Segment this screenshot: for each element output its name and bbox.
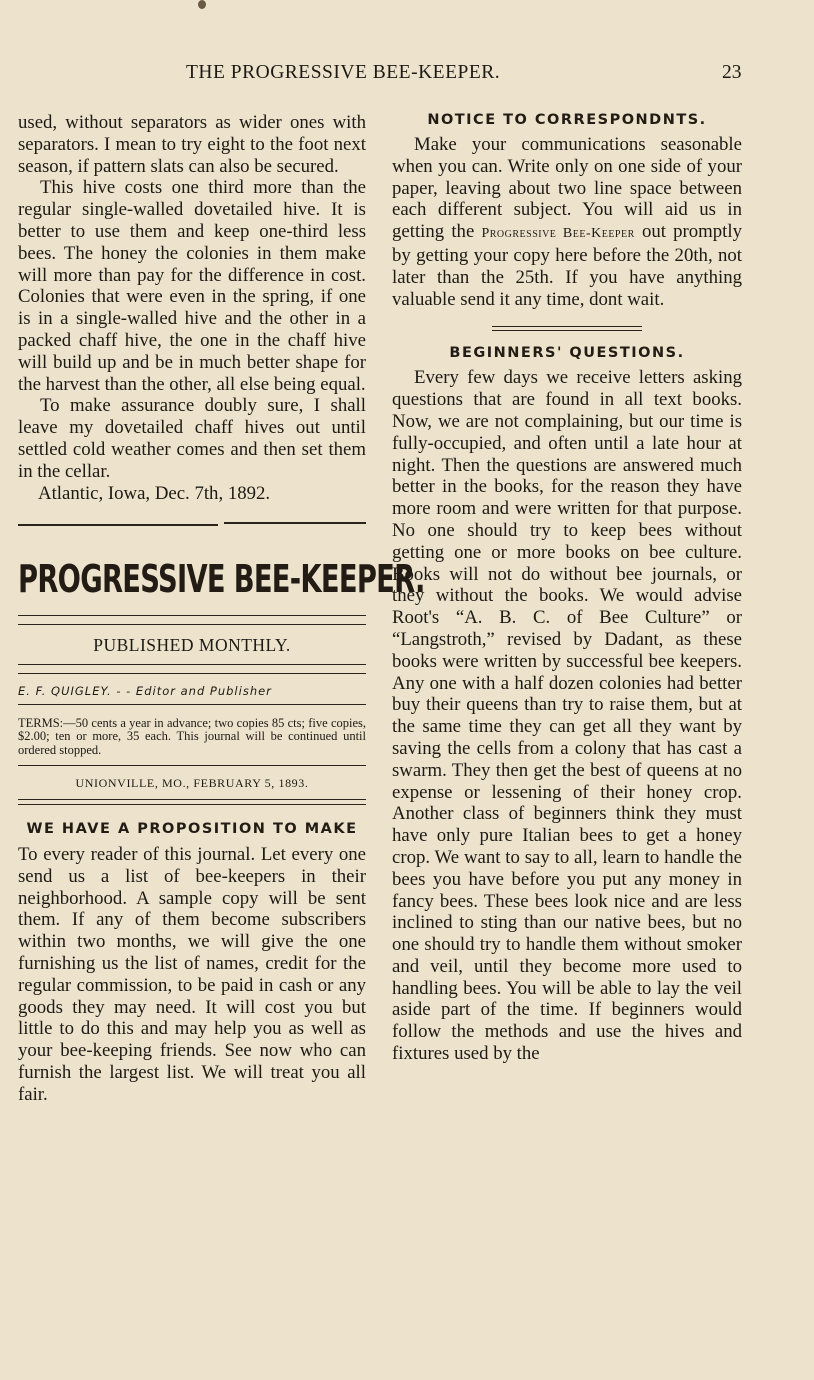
masthead-double-rule — [18, 615, 366, 625]
section-heading: NOTICE TO CORRESPONDNTS. — [427, 112, 707, 128]
section-divider — [492, 326, 642, 327]
publication-frequency: PUBLISHED MONTHLY. — [93, 634, 291, 655]
subscription-terms: TERMS:—50 cents a year in advance; two copies 85 cts; five copies, $2.00; ten or more, 35 each. This journal will be continued until ordered stopped. — [18, 715, 366, 757]
section-heading: WE HAVE A PROPOSITION TO MAKE — [26, 821, 358, 838]
journal-name-smallcaps: Progressive Bee-Keeper — [481, 226, 635, 242]
divider — [18, 765, 366, 766]
text-run: out promptly by getting your copy here before the 20th, not later than the 25th. If you have anything valuable send it any time, dont wait. — [392, 221, 742, 310]
article-paragraph — [392, 134, 742, 310]
ink-speck — [198, 0, 206, 9]
section-heading: BEGINNERS' QUESTIONS. — [449, 345, 685, 362]
article-paragraph: To every reader of this journal. Let every one send us a list of bee-keepers in their neighborhood. A sample copy will be sent them. If any of them become subscribers within two months, we will give the one furnishing us the list of names, credit for the regular commission, to be paid in cash or any goods they may need. It will cost you but little to do this and may help you as well as your bee-keeping friends. See now who can furnish the largest list. We will treat you all fair. — [18, 844, 366, 1105]
right-column — [392, 112, 742, 1065]
article-dateline: Atlantic, Iowa, Dec. 7th, 1892. — [38, 482, 271, 504]
article-paragraph: Every few days we receive letters asking questions that are found in all text books. Now, we are not complaining, but our time is fully-occupied, and often until a late hour at night. Then the questions are answered much better in the books, for the reason they have more room and were written for that purpose. No one should try to keep bees without getting one or more books on bee culture. Books will not do without bee journals, or they without the books. We would advise Root's “A. B. C. of Bee Culture” or “Langstroth,” revised by Dadant, as these books were written by successful bee keepers. Any one with a half dozen colonies had better buy their queens than try to raise them, but at the same time they can get all they want by saving the cells from a colony that has cast a swarm. They then get the best of queens at no expense or lessening of their honey crop. Another class of beginners think they must have only pure Italian bees to get a honey crop. We want to say to all, learn to handle the bees you have before you put any money in fancy bees. These bees look nice and are less inclined to sting than our native bees, but no one should try to handle them without smoker and veil, until they become more used to handling bees. You will be able to lay the veil aside part of the time. If beginners would follow the methods and use the hives and fixtures used by the — [392, 367, 742, 1065]
section-divider — [18, 521, 366, 529]
masthead-double-rule — [18, 664, 366, 674]
issue-date-place: UNIONVILLE, MO., FEBRUARY 5, 1893. — [75, 776, 309, 791]
editor-line: E. F. QUIGLEY. - - Editor and Publisher — [18, 683, 272, 698]
page-header — [0, 62, 814, 88]
page-number: 23 — [722, 62, 742, 83]
left-column — [18, 112, 425, 1106]
article-paragraph: This hive costs one third more than the regular single-walled dovetailed hive. It is better to use them and keep one-third less bees. The honey the colonies in them make will more than pay for the difference in cost. Colonies that were even in the spring, if one is in a single-walled hive and the other in a packed chaff hive, the one in the chaff hive will build up and be in much better shape for the harvest than the other, all else being equal. — [18, 177, 366, 395]
masthead-title: PROGRESSIVE BEE-KEEPER. — [18, 556, 425, 601]
article-paragraph: To make assurance doubly sure, I shall leave my dovetailed chaff hives out until settled cold weather comes and then set them in the cellar. — [18, 395, 366, 482]
article-paragraph: used, without separators as wider ones with separators. I mean to try eight to the foot next season, if pattern slats can also be secured. — [18, 112, 366, 177]
divider — [18, 704, 366, 705]
text-run: Make your communications seasonable when you can. Write only on one side of your paper, leaving about two line space between each different subject. You will aid us in getting the — [392, 134, 742, 243]
running-title: THE PROGRESSIVE BEE-KEEPER. — [186, 62, 501, 83]
divider-double — [18, 799, 366, 805]
